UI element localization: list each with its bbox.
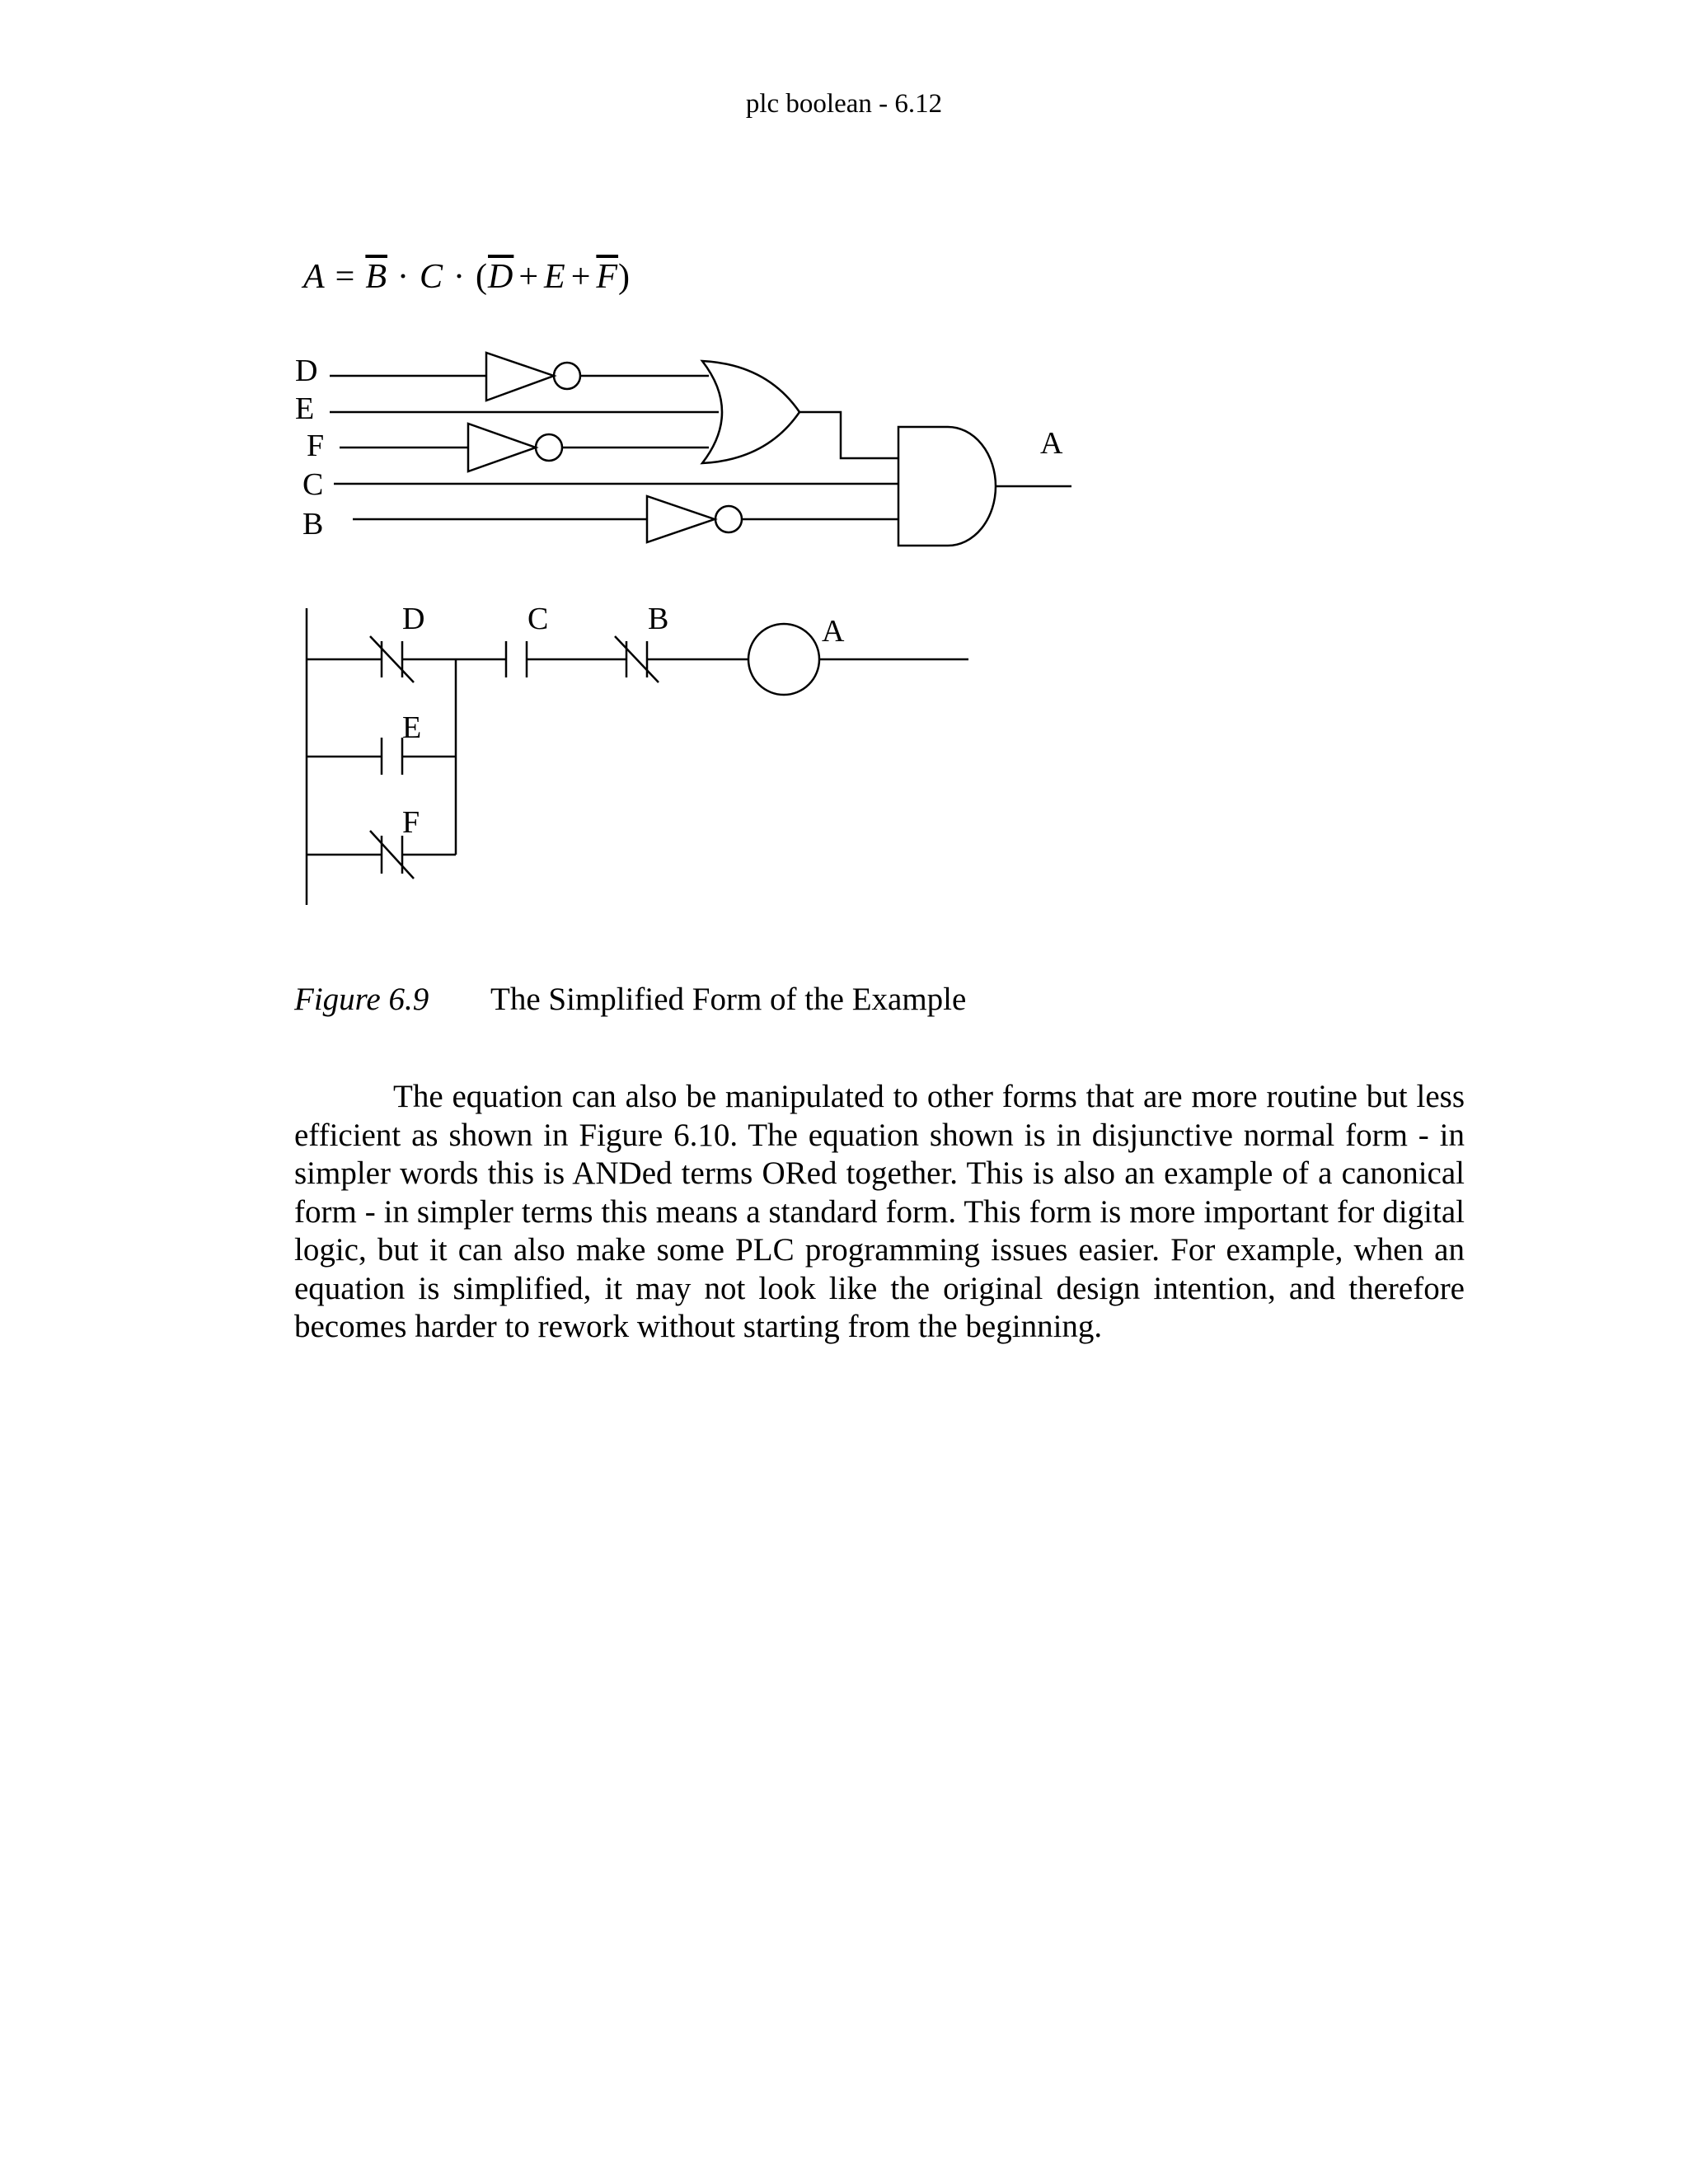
coil-a-icon: [748, 624, 819, 695]
inverter-d-bubble: [554, 363, 580, 389]
equation-term-b: $\overline{B}$: [365, 258, 387, 296]
inverter-b-bubble: [715, 506, 742, 532]
logic-input-e: E: [295, 391, 315, 426]
equation-paren-open: (: [476, 258, 489, 296]
logic-input-f: F: [307, 429, 325, 463]
ladder-diagram: [307, 602, 968, 905]
equation-or-1: +: [518, 258, 540, 296]
equation-term-c: C: [420, 258, 444, 296]
logic-output-a: A: [1040, 426, 1063, 461]
equation-output: A: [303, 258, 326, 296]
figure-title: The Simplified Form of the Example: [490, 982, 967, 1017]
wire-or-out: [799, 412, 898, 458]
logic-input-b: B: [302, 507, 324, 541]
inverter-f-icon: [468, 424, 536, 471]
figure-caption: [294, 981, 966, 1018]
equation-and-1: ·: [397, 258, 410, 296]
ladder-label-b: B: [648, 602, 669, 636]
ladder-label-coil-a: A: [822, 614, 845, 649]
logic-input-c: C: [302, 467, 324, 502]
ladder-label-f: F: [402, 805, 420, 840]
body-paragraph: The equation can also be manipulated to other forms that are more routine but less efficient as shown in Figure 6.10. The equation shown is in disjunctive normal form - in simpler words this is ANDed terms ORed together. This is also an example of a canonical form - in simpler terms this means a standard form. This form is more important for digital logic, but it can also make some PLC programming issues easier. For example, when an equation is simplified, it may not look like the original design intention, and therefore becomes harder to rework without starting from the beginning.: [294, 1079, 1465, 1344]
equation-term-f: $\overline{F}$: [596, 258, 619, 296]
and-gate-icon: [898, 427, 996, 546]
page-header: plc boolean - 6.12: [745, 89, 943, 119]
inverter-d-icon: [486, 353, 554, 401]
equation-term-d: $\overline{D}$: [488, 258, 514, 296]
inverter-f-bubble: [536, 434, 562, 461]
equation-and-2: ·: [453, 258, 467, 296]
ladder-label-e: E: [402, 710, 422, 745]
figure-diagrams: [0, 0, 1688, 948]
ladder-label-c: C: [528, 602, 549, 636]
equation-term-e: E: [544, 258, 566, 296]
equation-paren-close: ): [618, 258, 631, 296]
logic-input-d: D: [295, 354, 318, 388]
ladder-label-d: D: [402, 602, 425, 636]
equation-or-2: +: [570, 258, 592, 296]
figure-number: Figure 6.9: [294, 982, 429, 1017]
equation-equals: =: [335, 258, 356, 296]
inverter-b-icon: [647, 496, 715, 542]
logic-gate-diagram: [295, 353, 1071, 546]
